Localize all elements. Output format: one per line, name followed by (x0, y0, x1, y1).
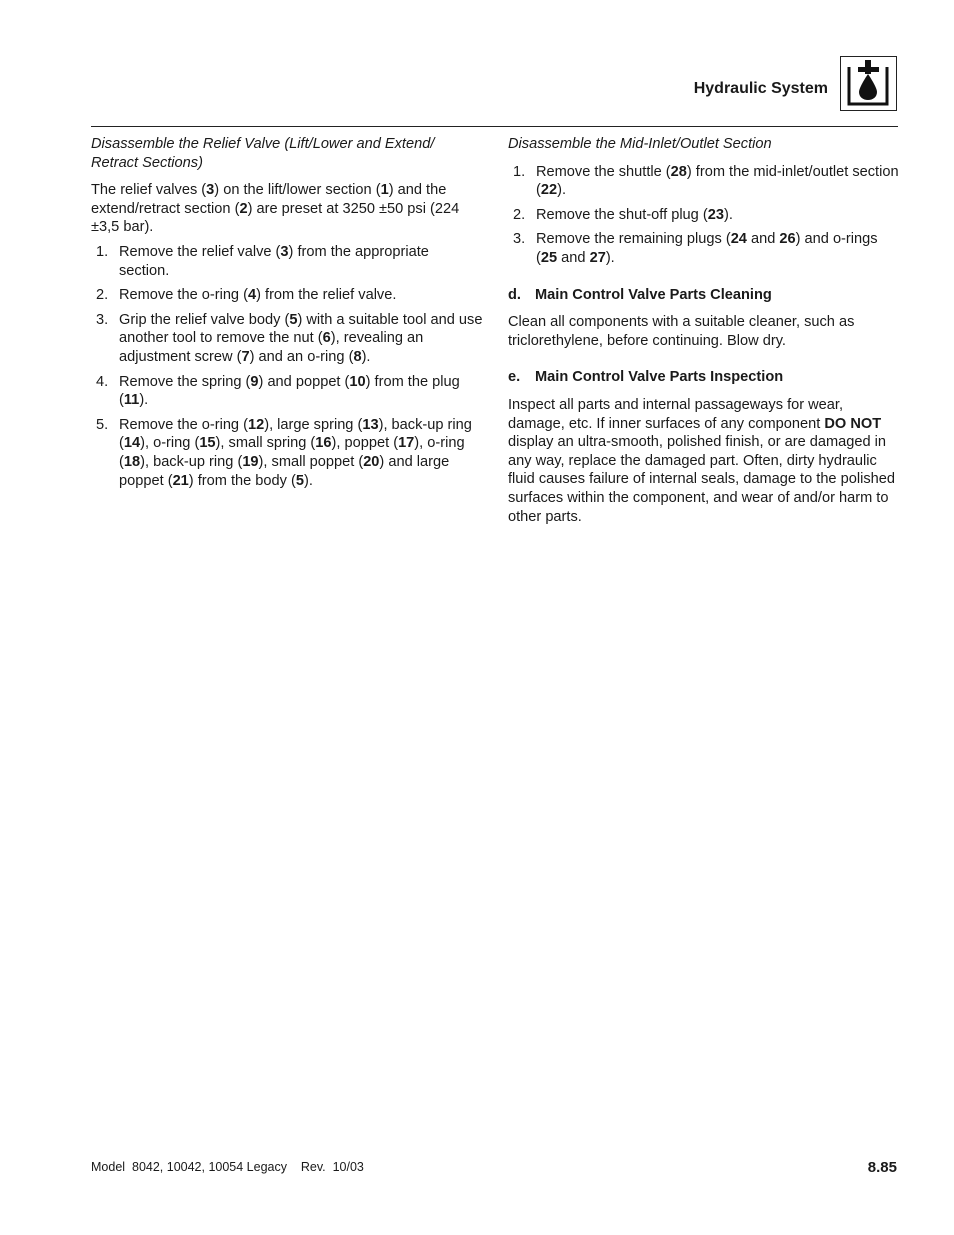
cleaning-paragraph: Clean all components with a suitable cleaner, such as triclorethylene, before continuing. Blow dry. (508, 314, 855, 349)
list-item: 2. Remove the shut-off plug (23). (513, 206, 733, 223)
inspection-paragraph: Inspect all parts and internal passageways for wear, damage, etc. If inner surfaces of any component DO NOT display an ultra-smooth, polished finish, or are damaged in any way, replace the damaged part. Often, dirty hydraulic fluid causes failure of internal seals, damage to the polished surfaces within the component, and wear of and/or harm to other parts. (508, 396, 895, 525)
header-rule (91, 126, 898, 127)
hydraulic-reservoir-icon (840, 56, 897, 111)
mid-inlet-subhead: Disassemble the Mid-Inlet/Outlet Section (508, 136, 772, 152)
relief-valve-intro: The relief valves (3) on the lift/lower section (1) and the extend/retract section (2) are preset at 3250 ±50 psi (224 ±3,5 bar). (91, 182, 460, 236)
relief-valve-subhead: Disassemble the Relief Valve (Lift/Lower and Extend/ Retract Sections) (91, 136, 435, 171)
page-number: 8.85 (867, 1159, 897, 1176)
list-item: 1. Remove the relief valve (3) from the appropriate section. (96, 243, 429, 279)
list-item: 3. Grip the relief valve body (5) with a suitable tool and use another tool to remove the nut (6), revealing an adjustment screw (7) and an o-ring (8). (96, 311, 483, 365)
section-heading-inspection: e. Main Control Valve Parts Inspection (508, 369, 784, 386)
header-title: Hydraulic System (693, 80, 828, 97)
relief-valve-steps (91, 243, 483, 490)
list-item: 4. Remove the spring (9) and poppet (10) from the plug (11). (96, 373, 460, 409)
footer-model: Model 8042, 10042, 10054 Legacy Rev. 10/03 (91, 1160, 364, 1174)
list-item: 1. Remove the shuttle (28) from the mid-inlet/outlet section (22). (513, 163, 899, 199)
list-item: 3. Remove the remaining plugs (24 and 26) and o-rings (25 and 27). (513, 231, 878, 266)
left-column (91, 135, 483, 496)
section-heading-cleaning: d. Main Control Valve Parts Cleaning (508, 286, 772, 303)
list-item: 2. Remove the o-ring (4) from the relief valve. (96, 287, 397, 304)
list-item: 5. Remove the o-ring (12), large spring (13), back-up ring (14), o-ring (15), small spring (16), poppet (17), o-ring (18), back-up ring (19), small poppet (20) and large poppet (21) from the body (5). (96, 416, 472, 489)
right-column (508, 135, 900, 532)
mid-inlet-steps (508, 163, 900, 268)
